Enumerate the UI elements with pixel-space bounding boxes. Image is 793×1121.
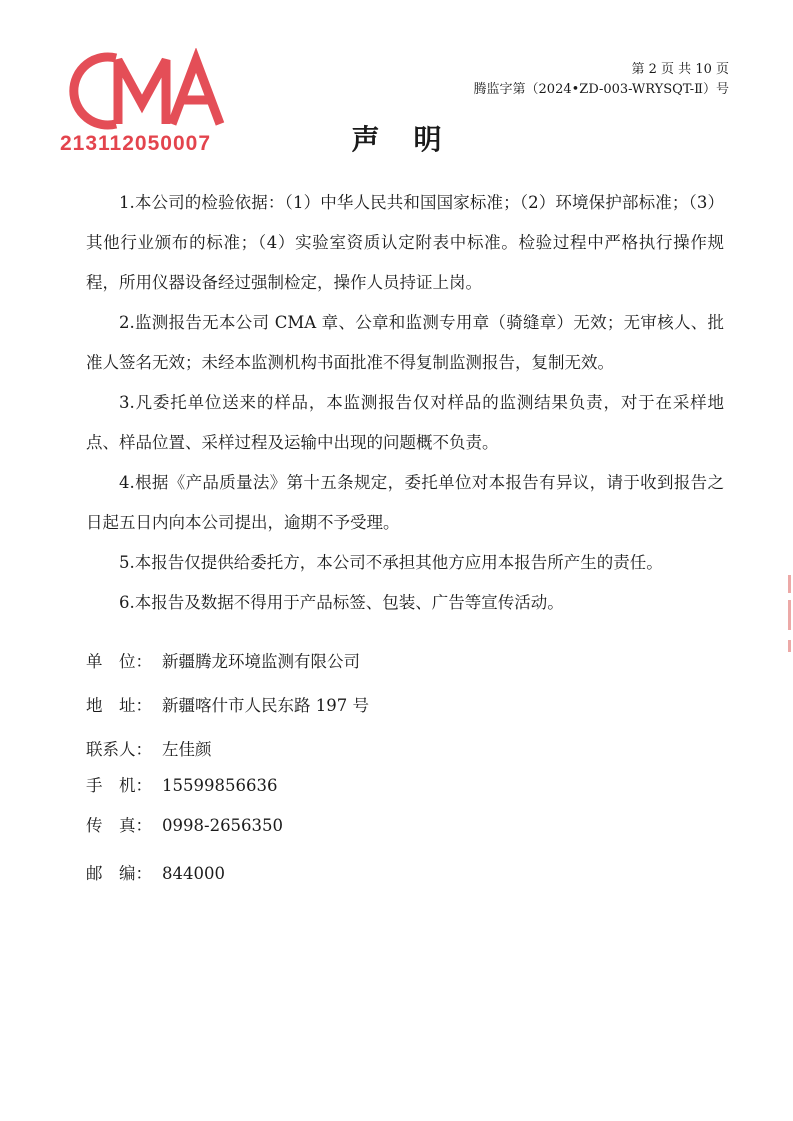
unit-value: 新疆腾龙环境监测有限公司 (162, 652, 360, 671)
contact-row-fax (86, 812, 283, 836)
contact-row-person (86, 736, 212, 760)
statement-paragraph: 2.监测报告无本公司 CMA 章、公章和监测专用章（骑缝章）无效；无审核人、批准人签名无效；未经本监测机构书面批准不得复制监测报告，复制无效。 (86, 313, 724, 372)
seam-stamp-mark (788, 640, 791, 652)
statement-body (86, 183, 724, 623)
fax-label: 传 真： (86, 816, 152, 835)
postcode-label: 邮 编： (86, 864, 152, 883)
contact-person-label: 联系人： (86, 740, 152, 759)
statement-paragraph: 5.本报告仅提供给委托方，本公司不承担其他方应用本报告所产生的责任。 (119, 553, 663, 572)
cma-certificate-number: 213112050007 (60, 132, 211, 155)
contact-row-postcode (86, 860, 225, 884)
contact-row-unit (86, 648, 360, 672)
contact-row-phone (86, 772, 277, 796)
address-label: 地 址： (86, 696, 152, 715)
contact-person-value: 左佳颜 (162, 740, 212, 759)
page-title: 声明 (351, 123, 476, 156)
contact-row-address (86, 692, 369, 716)
postcode-value: 844000 (162, 864, 225, 883)
statement-paragraph: 6.本报告及数据不得用于产品标签、包装、广告等宣传活动。 (119, 593, 564, 612)
statement-paragraph: 3.凡委托单位送来的样品，本监测报告仅对样品的监测结果负责，对于在采样地点、样品位置、采样过程及运输中出现的问题概不负责。 (86, 393, 724, 452)
fax-value: 0998-2656350 (162, 816, 284, 835)
seam-stamp-mark (788, 600, 791, 630)
address-value: 新疆喀什市人民东路 197 号 (162, 696, 369, 715)
unit-label: 单 位： (86, 652, 152, 671)
statement-paragraph: 4.根据《产品质量法》第十五条规定，委托单位对本报告有异议，请于收到报告之日起五日内向本公司提出，逾期不予受理。 (86, 473, 724, 532)
report-number: 腾监字第（2024•ZD-003-WRYSQT-Ⅱ）号 (473, 82, 729, 97)
phone-value: 15599856636 (162, 776, 278, 795)
seam-stamp-mark (788, 575, 791, 593)
page-info: 第 2 页 共 10 页 (631, 62, 729, 77)
page-header (474, 60, 729, 100)
phone-label: 手 机： (86, 776, 152, 795)
statement-paragraph: 1.本公司的检验依据：（1）中华人民共和国国家标准；（2）环境保护部标准；（3）其他行业颁布的标准；（4）实验室资质认定附表中标准。检验过程中严格执行操作规程，所用仪器设备经过强制检定，操作人员持证上岗。 (86, 193, 724, 292)
